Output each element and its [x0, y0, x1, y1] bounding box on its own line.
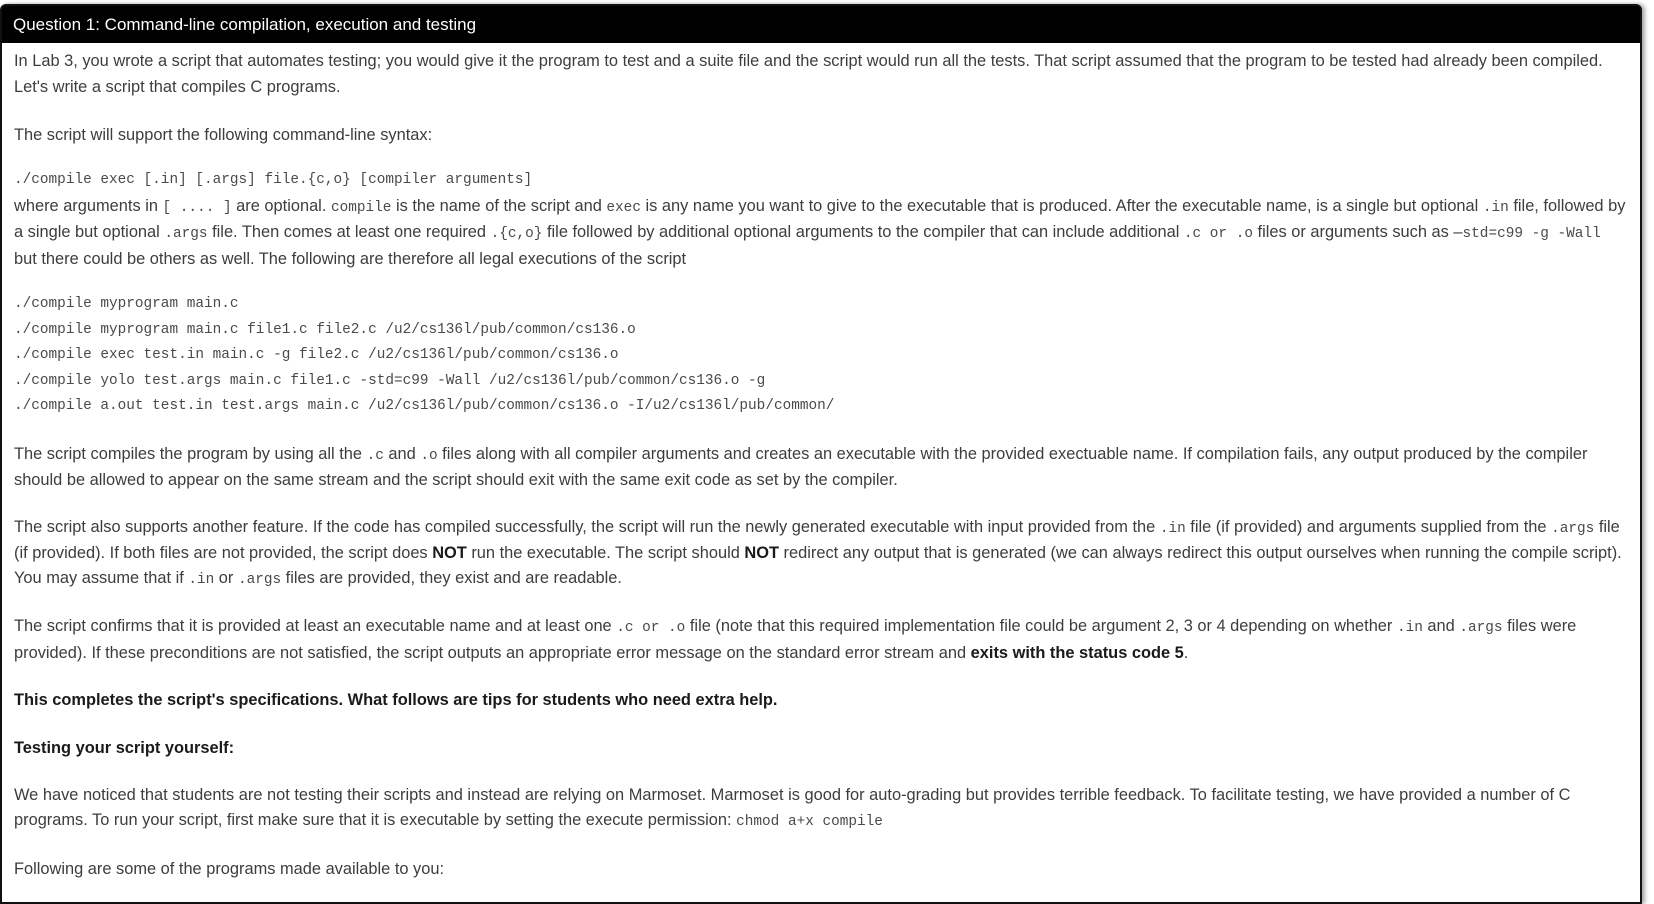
- question-panel: [0, 4, 1642, 904]
- example-line: ./compile yolo test.args main.c file1.c -std=c99 -Wall /u2/cs136l/pub/common/cs136.o -g: [14, 372, 766, 389]
- examples-block: [14, 292, 1628, 420]
- compile-paragraph: The script compiles the program by using all the .c and .o files along with all compiler arguments and creates an executable with the provided exectuable name. If compilation fails, any output produced by the compiler should be allowed to appear on the same stream and the script should exit with the same exit code as set by the compiler.: [14, 444, 1588, 489]
- args-description: where arguments in [ .... ] are optional. compile is the name of the script and exec is any name you want to give to the executable that is produced. After the executable name, is a single but optional .in file, followed by a single but optional .args file. Then comes at least one required .{c,o} file followed by additional optional arguments to the compiler that can include additional .c or .o files or arguments such as –std=c99 -g -Wall but there could be others as well. The following are therefore all legal executions of the script: [14, 196, 1626, 268]
- syntax-block: [14, 168, 1628, 194]
- testing-heading: Testing your script yourself:: [14, 739, 235, 757]
- question-header: [2, 6, 1640, 43]
- question-body: [2, 48, 1640, 882]
- completes-note: This completes the script's specifications. What follows are tips for students who need extra help.: [14, 691, 778, 709]
- example-line: ./compile a.out test.in test.args main.c /u2/cs136l/pub/common/cs136.o -I/u2/cs136l/pub/common/: [14, 398, 835, 414]
- question-title: Question 1: Command-line compilation, execution and testing: [13, 15, 477, 34]
- example-line: ./compile myprogram main.c file1.c file2.c /u2/cs136l/pub/common/cs136.o: [14, 321, 636, 338]
- syntax-intro: The script will support the following command-line syntax:: [14, 126, 433, 144]
- testing-paragraph: We have noticed that students are not testing their scripts and instead are relying on Marmoset. Marmoset is good for auto-grading but provides terrible feedback. To facilitate testing, we have provided a number of C programs. To run your script, first make sure that it is executable by setting the execute permission: chmod a+x compile: [14, 786, 1571, 830]
- syntax-line: ./compile exec [.in] [.args] file.{c,o} [compiler arguments]: [14, 172, 533, 188]
- confirm-paragraph: The script confirms that it is provided at least an executable name and at least one .c or .o file (note that this required implementation file could be argument 2, 3 or 4 depending on whether .in and .args files were provided). If these preconditions are not satisfied, the script outputs an appropriate error message on the standard error stream and exits with the status code 5.: [14, 617, 1577, 662]
- example-line: ./compile exec test.in main.c -g file2.c /u2/cs136l/pub/common/cs136.o: [14, 347, 619, 363]
- example-line: ./compile myprogram main.c: [14, 296, 239, 312]
- feature-paragraph: The script also supports another feature. If the code has compiled successfully, the script will run the newly generated executable with input provided from the .in file (if provided) and arguments supplied from the .args file (if provided). If both files are not provided, the script does NOT run the executable. The script should NOT redirect any output that is generated (we can always redirect this output ourselves when running the compile script). You may assume that if .in or .args files are provided, they exist and are readable.: [14, 517, 1622, 588]
- following-paragraph: Following are some of the programs made available to you:: [14, 860, 445, 878]
- intro-paragraph: In Lab 3, you wrote a script that automates testing; you would give it the program to test and a suite file and the script would run all the tests. That script assumed that the program to be tested had already been compiled. Let's write a script that compiles C programs.: [14, 52, 1603, 96]
